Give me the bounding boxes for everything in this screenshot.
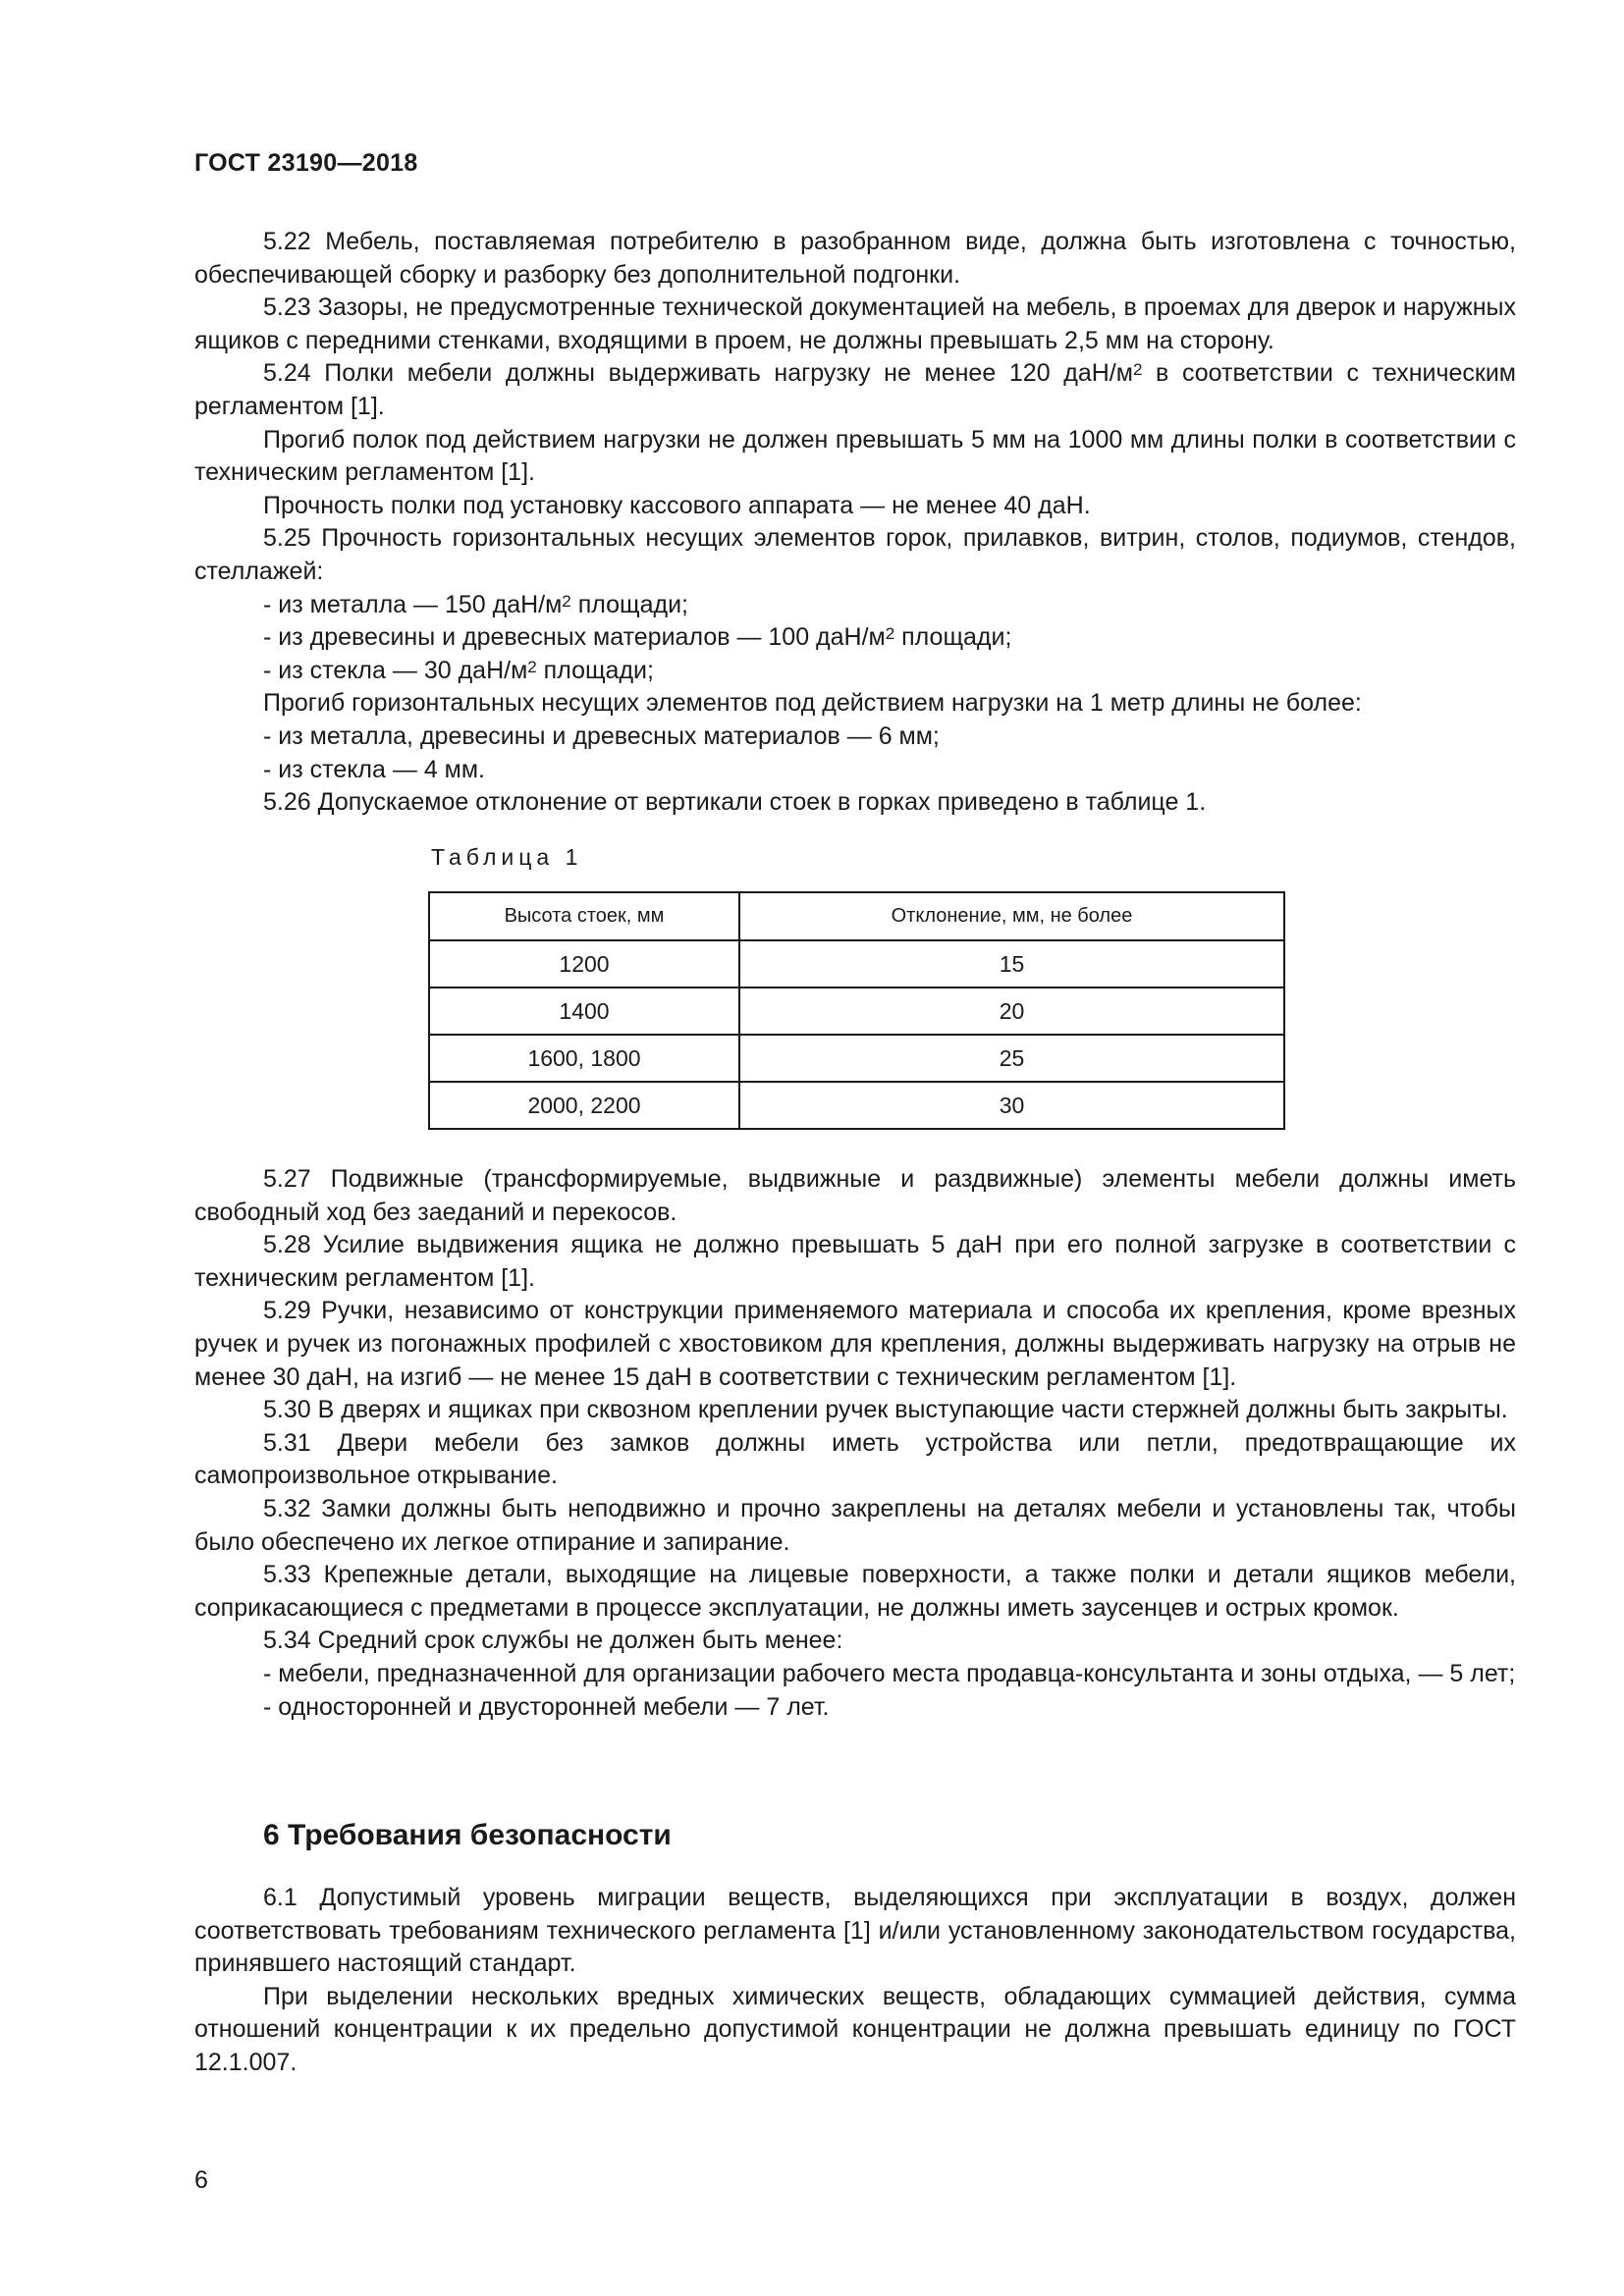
- paragraph-5-31: 5.31 Двери мебели без замков должны иметь устройства или петли, предотвращающие их самопроизвольное открывание.: [194, 1428, 1516, 1490]
- list-item-service-life: - односторонней и двусторонней мебели — 7 лет.: [263, 1692, 830, 1721]
- document-header: ГОСТ 23190—2018: [194, 149, 418, 177]
- clauses-5-22-to-5-26: [194, 226, 1516, 820]
- table-row: [429, 1035, 1284, 1082]
- paragraph-5-33: 5.33 Крепежные детали, выходящие на лицевые поверхности, а также полки и детали ящиков мебели, соприкасающиеся с предметами в процессе эксплуатации, не должны иметь заусенцев и острых кромок.: [194, 1561, 1516, 1622]
- paragraph-5-25: 5.25 Прочность горизонтальных несущих элементов горок, прилавков, витрин, столов, подиумов, стендов, стеллажей:: [194, 524, 1516, 585]
- paragraph-5-30: 5.30 В дверях и ящиках при сквозном креплении ручек выступающие части стержней должны быть закрыты.: [263, 1396, 1508, 1424]
- column-header-deviation: Отклонение, мм, не более: [739, 892, 1284, 940]
- paragraph-5-28: 5.28 Усилие выдвижения ящика не должно превышать 5 даН при его полной загрузке в соответствии с техническим регламентом [1].: [194, 1231, 1516, 1292]
- table-cell: 15: [739, 940, 1284, 988]
- paragraph-5-34: 5.34 Средний срок службы не должен быть менее:: [263, 1627, 843, 1655]
- table-cell: 25: [739, 1035, 1284, 1082]
- paragraph-5-27: 5.27 Подвижные (трансформируемые, выдвижные и раздвижные) элементы мебели должны иметь свободный ход без заеданий и перекосов.: [194, 1165, 1516, 1226]
- table-cell: 1200: [429, 940, 739, 988]
- clause-6-1: [194, 1882, 1516, 2080]
- paragraph-5-26: 5.26 Допускаемое отклонение от вертикали стоек в горках приведено в таблице 1.: [263, 788, 1207, 817]
- table-cell: 2000, 2200: [429, 1082, 739, 1129]
- paragraph-5-22: 5.22 Мебель, поставляемая потребителю в разобранном виде, должна быть изготовлена с точностью, обеспечивающей сборку и разборку без дополнительной подгонки.: [194, 228, 1516, 289]
- list-item-deflection: - из стекла — 4 мм.: [263, 755, 485, 783]
- table-cell: 1400: [429, 988, 739, 1035]
- table-cell: 20: [739, 988, 1284, 1035]
- table-1: [428, 891, 1285, 1130]
- list-item-strength: - из древесины и древесных материалов — 100 даН/$м^2$ площади;: [263, 623, 1012, 652]
- table-cell: 1600, 1800: [429, 1035, 739, 1082]
- table-cell: 30: [739, 1082, 1284, 1129]
- table-caption: Таблица 1: [431, 844, 583, 870]
- column-header-rack-height: Высота стоек, мм: [429, 892, 739, 940]
- page-number: 6: [194, 2166, 208, 2194]
- list-item-strength: - из стекла — 30 даН/$м^2$ площади;: [263, 656, 654, 684]
- list-item-service-life: - мебели, предназначенной для организации рабочего места продавца-консультанта и зоны отдыха, — 5 лет;: [263, 1659, 1516, 1687]
- paragraph-5-24: 5.24 Полки мебели должны выдерживать нагрузку не менее 120 даН/$м^2$ в соответствии с техническим регламентом [1].: [194, 359, 1516, 420]
- list-item-strength: - из металла — 150 даН/$м^2$ площади;: [263, 590, 688, 618]
- table-row: [429, 940, 1284, 988]
- table-header-row: [429, 892, 1284, 940]
- paragraph-cash-register-shelf: Прочность полки под установку кассового аппарата — не менее 40 даН.: [263, 491, 1091, 519]
- paragraph-6-1-summation: При выделении нескольких вредных химических веществ, обладающих суммацией действия, сумма отношений концентрации к их предельно допустимой концентрации не должна превышать единицу по ГОСТ 12.1.007.: [194, 1982, 1516, 2076]
- paragraph-5-23: 5.23 Зазоры, не предусмотренные технической документацией на мебель, в проемах для дверок и наружных ящиков с передними стенками, входящими в проем, не должны превышать 2,5 мм на сторону.: [194, 294, 1516, 354]
- paragraph-6-1: 6.1 Допустимый уровень миграции веществ, выделяющихся при эксплуатации в воздух, должен соответствовать требованиям технического регламента [1] и/или установленному законодательством государства, принявшего настоящий стандарт.: [194, 1884, 1516, 1978]
- paragraph-horizontal-deflection: Прогиб горизонтальных несущих элементов под действием нагрузки на 1 метр длины не более:: [263, 689, 1362, 718]
- paragraph-5-29: 5.29 Ручки, независимо от конструкции применяемого материала и способа их крепления, кроме врезных ручек и ручек из погонажных профилей с хвостовиком для крепления, должны выдерживать нагрузку на отрыв не менее 30 даН, на изгиб — не менее 15 даН в соответствии с техническим регламентом [1].: [194, 1297, 1516, 1391]
- paragraph-shelf-deflection: Прогиб полок под действием нагрузки не должен превышать 5 мм на 1000 мм длины полки в соответствии с техническим регламентом [1].: [194, 425, 1516, 487]
- clauses-5-27-to-5-34: [194, 1163, 1516, 1724]
- section-heading: 6 Требования безопасности: [263, 1819, 672, 1851]
- table-row: [429, 1082, 1284, 1129]
- list-item-deflection: - из металла, древесины и древесных материалов — 6 мм;: [263, 721, 940, 750]
- paragraph-5-32: 5.32 Замки должны быть неподвижно и прочно закреплены на деталях мебели и установлены так, чтобы было обеспечено их легкое отпирание и запирание.: [194, 1494, 1516, 1556]
- table-row: [429, 988, 1284, 1035]
